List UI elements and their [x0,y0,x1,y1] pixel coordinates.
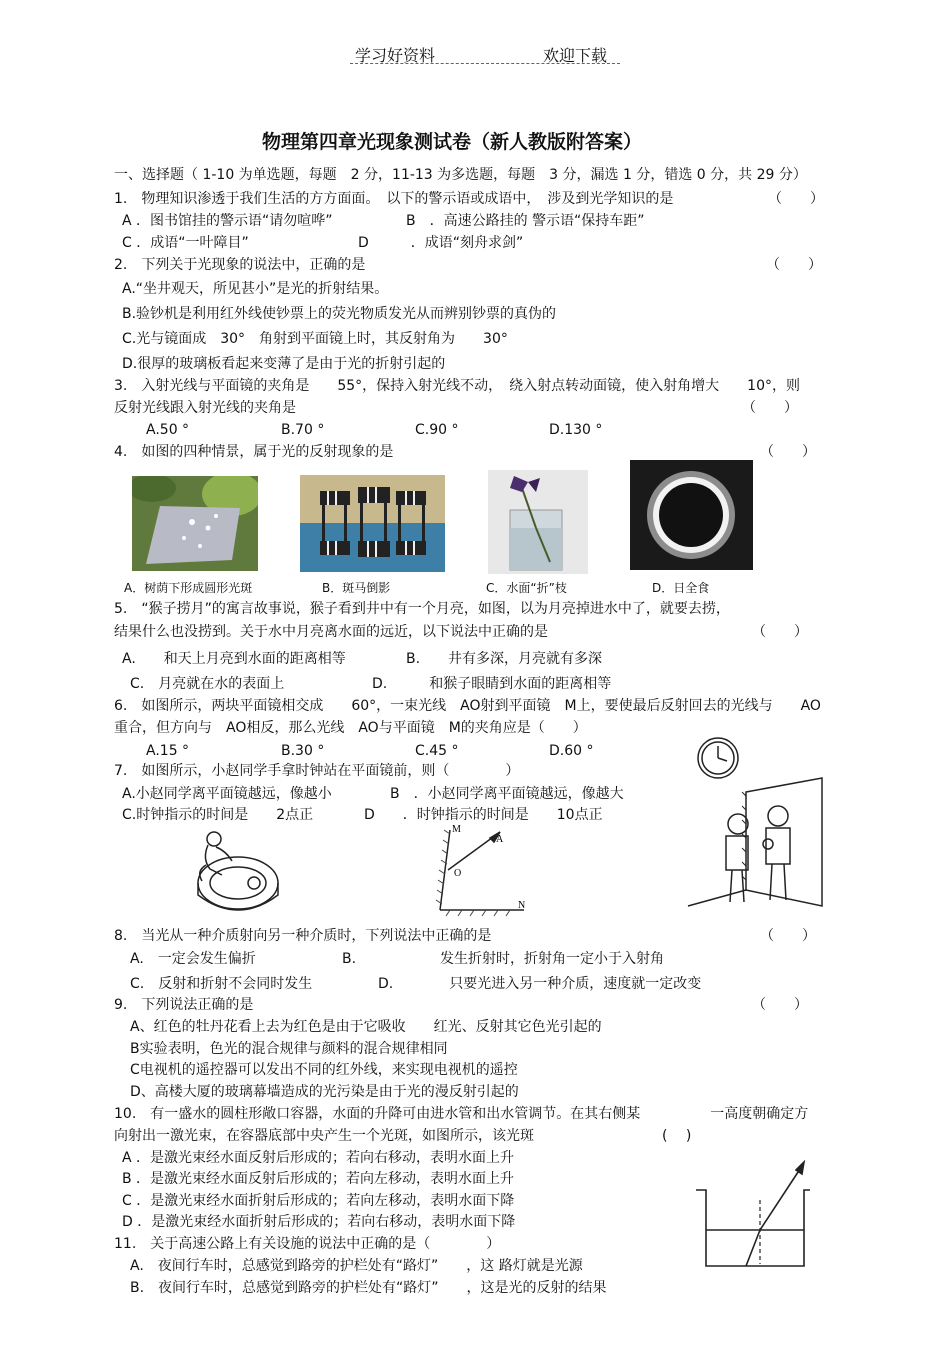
q1-answer-paren: （ ） [768,191,824,207]
q4-caption-d: D．日全食 [652,581,710,595]
q5-option-a: A. 和天上月亮到水面的距离相等 [122,651,346,667]
q3-option-b: B.70 ° [281,422,325,438]
q7-option-a: A.小赵同学离平面镜越远，像越小 [122,786,332,802]
fig6-label-n: N [518,900,526,911]
q2-stem: 2. 下列关于光现象的说法中，正确的是 [114,257,366,273]
q10-option-a: A ．是激光束经水面反射后形成的；若向右移动，表明水面上升 [122,1150,515,1166]
q9-option-c: C电视机的遥控器可以发出不同的红外线，来实现电视机的遥控 [130,1062,518,1078]
q1-option-a: A ．图书馆挂的警示语“请勿喧哗” [122,213,333,229]
q5-option-c: C. 月亮就在水的表面上 [130,676,285,692]
q11-option-a: A. 夜间行车时，总感觉到路旁的护栏处有“路灯” ，这 路灯就是光源 [130,1258,583,1274]
q7-option-d: D ．时钟指示的时间是 10点正 [364,807,603,823]
header-right: 欢迎下载 [543,46,608,65]
zebra-reflection-image [300,475,445,572]
q2-option-c: C.光与镜面成 30° 角射到平面镜上时，其反射角为 30° [122,331,508,347]
solar-eclipse-image [630,460,753,570]
q10-option-d: D ．是激光束经水面折射后形成的；若向右移动，表明水面下降 [122,1214,516,1230]
q6-option-c: C.45 ° [415,743,459,759]
q1-option-b: B ．高速公路挂的 警示语“保持车距” [406,213,645,229]
tree-shade-light-spots-image [132,476,258,571]
q3-option-d: D.130 ° [549,422,603,438]
q3-option-a: A.50 ° [146,422,190,438]
q6-option-b: B.30 ° [281,743,325,759]
boy-clock-mirror-figure [686,730,834,912]
monkey-well-figure [192,825,284,915]
q8-answer-paren: （ ） [760,928,816,944]
q10-option-c: C ．是激光束经水面折射后形成的；若向左移动，表明水面下降 [122,1193,515,1209]
q5-option-d: D. 和猴子眼睛到水面的距离相等 [372,676,612,692]
q4-caption-a: A．树荫下形成圆形光斑 [124,581,253,595]
q6-option-d: D.60 ° [549,743,594,759]
q10-line1: 10. 有一盛水的圆柱形敞口容器，水面的升降可由进水管和出水管调节。在其右侧某 一高度朝确定方 [114,1106,809,1122]
section-heading: 一、选择题（ 1-10 为单选题，每题 2 分，11-13 为多选题，每题 3 分，漏选 1 分，错选 0 分，共 29 分） [114,167,807,183]
fig6-label-o: O [454,868,462,879]
q8-stem: 8. 当光从一种介质射向另一种介质时，下列说法中正确的是 [114,928,492,944]
q11-option-b: B. 夜间行车时，总感觉到路旁的护栏处有“路灯” ，这是光的反射的结果 [130,1280,607,1296]
q3-option-c: C.90 ° [415,422,459,438]
header-divider [350,63,620,64]
q5-line1: 5. “猴子捞月”的寓言故事说，猴子看到井中有一个月亮，如图，以为月亮掉进水中了，就要去捞， [114,601,730,617]
q2-option-a: A.“坐井观天，所见甚小”是光的折射结果。 [122,281,389,297]
q6-line2: 重合，但方向与 AO相反，那么光线 AO与平面镜 M的夹角应是（ ） [114,720,587,736]
q3-answer-paren: （ ） [742,400,798,416]
header-left: 学习好资料 [355,46,436,65]
q8-option-d: D. 只要光进入另一种介质，速度就一定改变 [378,976,702,992]
page-title: 物理第四章光现象测试卷（新人教版附答案） [262,131,643,153]
q9-option-b: B实验表明，色光的混合规律与颜料的混合规律相同 [130,1041,448,1057]
water-container-laser-figure [694,1160,812,1272]
q6-line1: 6. 如图所示，两块平面镜相交成 60°，一束光线 AO射到平面镜 M上，要使最后反射回去的光线与 AO [114,698,821,714]
q9-stem: 9. 下列说法正确的是 [114,997,254,1013]
q4-answer-paren: （ ） [760,444,816,460]
q8-option-a: A. 一定会发生偏折 [130,951,256,967]
q5-option-b: B. 井有多深，月亮就有多深 [406,651,603,667]
q8-option-b: B. 发生折射时，折射角一定小于入射角 [342,951,665,967]
q5-answer-paren: （ ） [752,624,808,640]
q2-option-b: B.验钞机是利用红外线使钞票上的荧光物质发光从而辨别钞票的真伪的 [122,306,557,322]
q1-option-c: C ．成语“一叶障目” [122,235,249,251]
q7-option-c: C.时钟指示的时间是 2点正 [122,807,314,823]
q7-stem: 7. 如图所示，小赵同学手拿时钟站在平面镜前，则（ ） [114,763,520,779]
q4-caption-c: C．水面“折”枝 [486,581,567,595]
q9-answer-paren: （ ） [752,997,808,1013]
q5-line2: 结果什么也没捞到。关于水中月亮离水面的远近，以下说法中正确的是 [114,624,548,640]
q9-option-d: D、高楼大厦的玻璃幕墙造成的光污染是由于光的漫反射引起的 [130,1084,519,1100]
q2-answer-paren: （ ） [766,257,822,273]
q1-stem: 1. 物理知识渗透于我们生活的方方面面。 以下的警示语或成语中， 涉及到光学知识的是 [114,191,674,207]
q8-option-c: C. 反射和折射不会同时发生 [130,976,313,992]
q7-option-b: B ．小赵同学离平面镜越远，像越大 [390,786,624,802]
two-mirrors-60-degree-figure [430,820,530,918]
q4-caption-b: B．斑马倒影 [322,581,391,595]
q10-option-b: B ．是激光束经水面反射后形成的；若向左移动，表明水面上升 [122,1171,515,1187]
q10-line2: 向射出一激光束，在容器底部中央产生一个光斑，如图所示，该光斑 [114,1128,534,1144]
q3-line1: 3. 入射光线与平面镜的夹角是 55°，保持入射光线不动， 绕入射点转动面镜，使入射角增大 10°，则 [114,378,800,394]
q9-option-a: A、红色的牡丹花看上去为红色是由于它吸收 红光、反射其它色光引起的 [130,1019,602,1035]
q2-option-d: D.很厚的玻璃板看起来变薄了是由于光的折射引起的 [122,356,446,372]
q1-option-d: D ．成语“刻舟求剑” [358,235,524,251]
q10-answer-paren: ( ) [662,1128,692,1144]
q4-stem: 4. 如图的四种情景，属于光的反射现象的是 [114,444,394,460]
fig6-label-a: A [496,834,504,845]
q3-line2: 反射光线跟入射光线的夹角是 [114,400,296,416]
fig6-label-m: M [452,824,461,835]
bent-stick-in-water-image [488,470,588,574]
q11-stem: 11. 关于高速公路上有关设施的说法中正确的是（ ） [114,1236,501,1252]
q6-option-a: A.15 ° [146,743,190,759]
